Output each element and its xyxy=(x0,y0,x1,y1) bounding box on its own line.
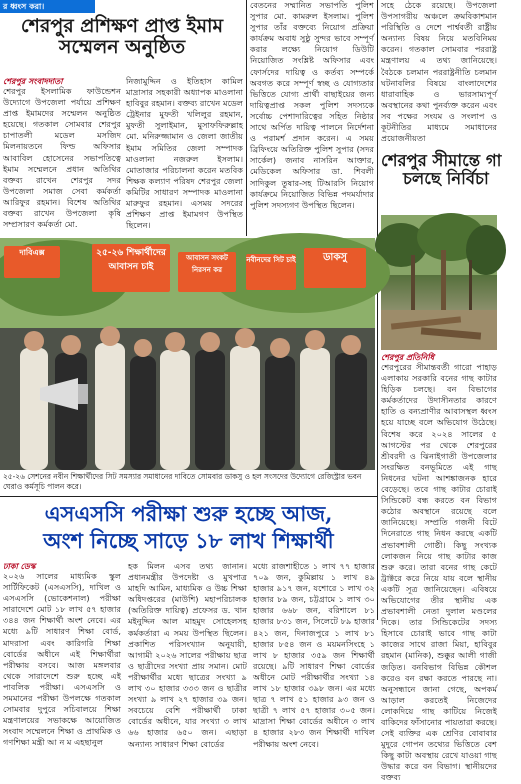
ssc-col1: ২০২৬ সালের মাধ্যমিক স্কুল সার্টিফিকেট (এসএসসি), দাখিল ও এসএসসি (ভোকেশনাল) পরীক্ষা সারাদেশে মোট ১৮ লাখ ৫৭ হাজার ৩৪৪ জন শিক্ষার্থী অংশ নেবে। এর মধ্যে ৯টি সাধারণ শিক্ষা বোর্ড, মাদরাসা এবং কারিগরি শিক্ষা বোর্ডের অধীনে এই শিক্ষার্থীরা পরীক্ষায় বসবে। আজ মঙ্গলবার থেকে সারাদেশে শুরু হচ্ছে এই পাবলিক পরীক্ষা। এসএসসি ও সমমানের পরীক্ষা উপলক্ষে গতকাল সোমবার দুপুরে সচিবালয়ে শিক্ষা মন্ত্রণালয়ের সভাকক্ষে আয়োজিত সংবাদ সম্মেলনে শিক্ষা ও প্রাথমিক ও গণশিক্ষা মন্ত্রী আ ন ম এহছানুল xyxy=(3,571,121,748)
imam-headline-line1: শেরপুর প্রশিক্ষণ প্রাপ্ত ইমাম xyxy=(20,15,224,37)
divider-vertical-2 xyxy=(377,0,378,620)
protest-sign-1: দাবিএক্স xyxy=(4,246,60,278)
imam-byline: শেরপুর সংবাদদাতা xyxy=(3,77,63,86)
divider-vertical xyxy=(246,0,247,236)
ssc-headline xyxy=(0,500,377,554)
border-byline: শেরপুর প্রতিনিধি xyxy=(381,353,435,362)
ssc-byline: ঢাকা ডেস্ক xyxy=(3,562,36,571)
imam-col2: নিজামুদ্দিন ও ইতিহাস কামিল মাদ্রাসার সহকারী অধ্যাপক মাওলানা হাবিবুর রহমান। বক্তব্য রাখেন মডেল ট্রেইনার মুফতী খলিলুর রহমান, মুফতী সুলাইমান, মুসাফফিরুল্লাহ মো. মনিরুজ্জামান ও জেলা জাতীয় ইমাম সমিতির জেলা সম্পাদক মাওলানা নজরুল ইসলাম। মোতাজার পরিচালনা করেন মতবিক শিক্ষক কল্যাণ পরিষদ শেরপুর জেলা কমিটির সাধারণ সম্পাদক মাওলানা মারুফুর রহমান। এসময় সদরের প্রশিক্ষণ প্রাপ্ত ইমামগণ উপস্থিত ছিলেন। xyxy=(126,76,243,231)
border-story-text: শেরপুরের সীমান্তবর্তী গারো পাহাড় এলাকায় সরকারি বনের গাছ কাটার হিড়িক চলছে। বন বিভাগের কর্মকর্তাদের উদাসীনতার কারণে হাতি ও বন্যপ্রাণীর আবাসস্থল ধ্বংস হয়ে যাচ্ছে বলে অভিযোগ উঠেছে। বিশেষ করে ২০২৪ সালের ৫ আগস্টের পর থেকে শেরপুরের শ্রীবরদী ও ঝিনাইগাতী উপজেলার সংরক্ষিত বনভূমিতে এই গাছ নিধনের ঘটনা আশঙ্কাজনক হারে বেড়েছে। তবে গাছ কাটার চোরাই সিন্ডিকেট বন্ধ করতে বন বিভাগ কঠোর অবস্থানে রয়েছে বলে জানিয়েছে। সম্প্রতি গজনী বিটে দিনেরাতে গাছ নিধন করছে একটি প্রভাবশালী গোষ্ঠী। কিছু সংখ্যক লোকজন নিয়ে গাছ কাটার কাজ শুরু করে। তারা বনের গাছ কেটে ট্রাক্টরে করে নিয়ে যায় বলে স্থানীয় একটি সূত্র জানিয়েছেন। এবিষয়ে অভিযোগের তীর স্থানীয় এক প্রভাবশালী নেতা দুলাল মণ্ডলের দিকে। তার সিন্ডিকেটের সদস্য হিসাবে চোরাই ভাবে গাছ কাটা কাজের সাথে রাজা মিয়া, হাবিবুর রহমান (মানিক), শুক্কুর আলী গাজী জড়িত। বনবিভাগ বিভিন্ন কৌশল করেও বন রক্ষা করতে পারছে না। অনুসন্ধানে জানা গেছে, অপকর্ম আড়াল করতেই নিজেদের লোকদিয়ে গাছ কাটিয়ে নিজেই বাকিদের ফাঁসানোর পায়তারা করছে। সেই ব্যক্তির এক শ্রেণির বোবাবার মুদুরে গোপন তথ্যের ভিত্তিতে বেশ কিছু কাটা অবস্থায় রেখে যাওয়া গাছ উদ্ধার করে বন বিভাগ। স্থানীয়দের বক্তব্য xyxy=(381,362,497,783)
protest-sign-4: নবীনদের সিট চাই xyxy=(246,254,296,290)
divider-horizontal xyxy=(0,496,377,497)
forest-illustration xyxy=(381,215,497,350)
top-strip-text: র ধ্বংস করা। xyxy=(3,2,45,11)
ssc-col3: মধ্যে রাজশাহীতে ১ লাখ ৭৭ হাজার ৭০৯ জন, কুমিল্লায় ১ লাখ ৪৯ হাজার ৯১৭ জন, যশোরে ১ লাখ ৩২ হাজার ৮৯ জন, চট্টগ্রামে ১ লাখ ৩০ হাজার ৬৬৮ জন, বরিশালে ৮১ হাজার ৮৩১ জন, সিলেটে ৮৯ হাজার ৪২১ জন, দিনাজপুরে ১ লাখ ৮১ হাজার ৮৫৪ জন ও ময়মনসিংহে ১ লাখ ৮ হাজার ৩৫৯ জন শিক্ষার্থী রয়েছে। ৯টি সাধারণ শিক্ষা বোর্ডের অধীনে মোট পরীক্ষার্থীর সংখ্যা ১৪ লাখ ১৮ হাজার ৩৯৮ জন। এর মধ্যে ছাত্র ৭ লাখ ৫১ হাজার ৯৩ জন ও ছাত্রী ৭ লাখ ৫৭ হাজার ৩০৫ জন। মাদ্রাসা শিক্ষা বোর্ডের অধীনে ৩ লাখ ৪ হাজার ২৮৩ জন শিক্ষার্থী দাখিল পরীক্ষায় অংশ নেবে। xyxy=(253,561,375,749)
protest-photo-caption: ২৫-২৬ সেশনের নবীন শিক্ষার্থীদের সিট সমস্যার সমাধানের দাবিতে সোমবার ডাকসু ও হল সংসদের উদ্যোগে রেজিস্ট্রার ভবন ঘেরাও কর্মসূচি পালন করে। xyxy=(3,472,362,491)
right-col-top-text: সহে ঠেকে রয়েছে। উপজেলা উপসাগরীয় অঞ্চলে ক্রমবিকাশমান পরিস্থিতি ও দেশে পার্শ্ববর্তী রাষ্ট্রীয় অন্যান্য বিষয় নিয়ে মতবিনিময় করেন। গতকাল সোমবার পররাষ্ট্র মন্ত্রণালয় এ তথ্য জানিয়েছে। বৈঠকে চলমান পররাষ্ট্রনীতি চলমান ঘটনাবলির বিষয়ে বাংলাদেশের ধারাবাহিক ও ভারসাম্যপূর্ণ অবস্থানের কথা পুনর্ব্যক্ত করেন এবং সব পক্ষের সংযম ও সংলাপ ও কূটনীতির মাধ্যমে সমাধানের প্রয়োজনীয়তা xyxy=(381,0,497,144)
border-headline-line1: শেরপুর সীমান্তে গা xyxy=(381,151,502,170)
protest-photo xyxy=(0,238,375,470)
border-photo xyxy=(381,215,497,350)
border-headline xyxy=(381,152,521,188)
protest-sign-3: আবাসন সংকট নিরসন কর xyxy=(178,252,236,292)
protest-sign-5: ডাকসু xyxy=(304,248,366,288)
ssc-headline-line1: এসএসসি পরীক্ষা শুরু হচ্ছে আজ, xyxy=(44,501,333,526)
ssc-headline-line2: অংশ নিচ্ছে সাড়ে ১৮ লাখ শিক্ষার্থী xyxy=(43,528,334,553)
top-strip xyxy=(0,0,95,13)
border-headline-line2: চলছে নির্বিচা xyxy=(403,169,489,189)
imam-headline xyxy=(0,16,244,58)
imam-col1: শেরপুর ইসলামিক ফাউন্ডেশন উদ্যোগে উপজেলা পর্যায়ে প্রশিক্ষণ প্রাপ্ত ইমামদের সম্মেলন অনুষ্ঠিত হয়েছে। গতকাল সোমবার শেরপুর চাপাতলী মডেল মসজিদ মিলনায়তনে ফিল্ড অফিসার আবাবিল হোসেনের সভাপতিত্বে ইমাম সম্মেলনে প্রধান অতিথির বক্তব্য রাখেন শেরপুর সদর উপজেলা সমাজ সেবা কর্মকর্তা আরিফুর রহমান। বিশেষ অতিথির বক্তব্য রাখেন উপজেলা কৃষি সম্প্রসারণ কর্মকর্তা মো. xyxy=(3,86,121,230)
imam-headline-line2: সম্মেলন অনুষ্ঠিত xyxy=(58,35,186,58)
ssc-col2: হক মিলন এসব তথ্য জানান। প্রধানমন্ত্রীর উপদেষ্টা ও মুখপাত্র মাহদি আমিন, মাধ্যমিক ও উচ্চ শিক্ষা অধিদপ্তরের (মাউশি) মহাপরিচালক (অতিরিক্ত দায়িত্ব) প্রফেসর ড. খান মইনুদ্দিন আল মাহমুদ সোহেলসহ কর্মকর্তারা এ সময় উপস্থিত ছিলেন। প্রকাশিত পরিসংখ্যান অনুযায়ী, আগামী ২০২৬ সালের পরীক্ষায় ছাত্র ও ছাত্রীদের সংখ্যা প্রায় সমান। মোট পরীক্ষার্থীর মধ্যে ছাত্রের সংখ্যা ৯ লাখ ৩০ হাজার ৩৩৩ জন ও ছাত্রীর সংখ্যা ৯ লাখ ২৭ হাজার ৩৯ জন। সবচেয়ে বেশি পরীক্ষার্থী ঢাকা বোর্ডের অধীনে, যার সংখ্যা ৩ লাখ ৬৬ হাজার ৬৫০ জন। এছাড়া অন্যান্য সাধারণ শিক্ষা বোর্ডের xyxy=(128,561,247,749)
protest-sign-2: ২৫-২৬ শিক্ষার্থীদের আবাসন চাই xyxy=(92,244,170,292)
police-col: বেতনের সম্মানিত সভাপতি পুলিশ সুপার মো. কামরুল ইসলাম। পুলিশ সুপার তাঁর বক্তব্যে নিয়োগ প্রক্রিয়া কার্যক্রম অবাধ সুষ্ঠু সুন্দর ভাবে সম্পূর্ণ করার লক্ষ্যে নিয়োগ ডিউটি নিয়োজিত সংশ্লিষ্ট অফিসার এবং ফোর্সদের দায়িত্ব ও কর্তব্য সম্পর্কে অবগত করে সম্পূর্ণ স্বচ্ছ ও যোগ্যতার ভিত্তিতে যোগ্য প্রার্থী বাছাইয়ের জন্য দায়িত্বপ্রাপ্ত সকল পুলিশ সদস্যকে সর্বোচ্চ পেশাদারিত্বের সহিত নিষ্ঠার সাথে অর্পিত দায়িত্ব পালনে নির্দেশনা ও পরামর্শ প্রদান করেন। এ সময় ব্রিফিংয়ে অতিরিক্ত পুলিশ সুপার (সদর সার্কেল) জনাব নাসরিন আক্তার, মেডিকেল অফিসার ডা. শিবলী সাদিকুল তুষার-সহ টিআরসি নিয়োগ কার্যক্রমে নিয়োজিত বিভিন্ন পদমর্যাদার পুলিশ সদস্যগণ উপস্থিত ছিলেন। xyxy=(250,0,374,210)
